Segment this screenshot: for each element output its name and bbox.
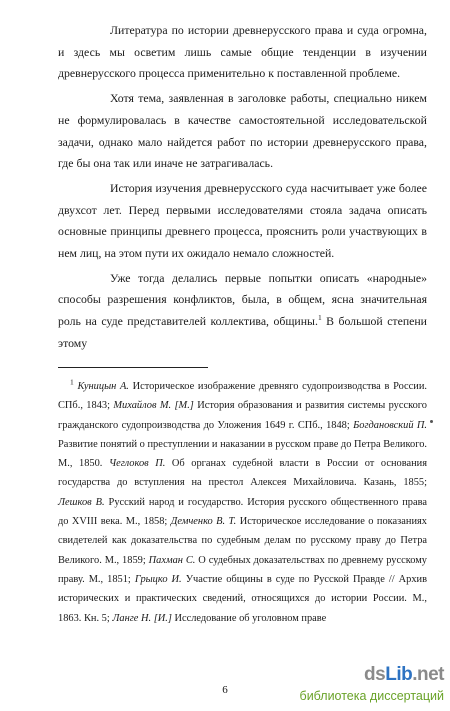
footnote [58, 377, 427, 628]
author-1: Куницын А. [77, 381, 129, 392]
ref-8: Участие общины в суде по Русской Правде // Архив исторических и практических сведений, относящихся до истории России. М., 1863. Кн. 5; [58, 573, 427, 624]
main-text [58, 20, 427, 358]
author-7: Пахман С. [148, 554, 196, 566]
author-2: Михайлов М. [М.] [113, 400, 194, 412]
author-5: Лешков В. [58, 496, 105, 508]
ref-7: О судебных доказательствах по древнему русскому праву. М., 1851; [58, 554, 427, 585]
page-number: 6 [222, 684, 228, 696]
ref-4: Об органах судебной власти в России от основания государства до вступления на престол Алексея Михайловича. Казань, 1855; [58, 458, 427, 489]
dslib-subtitle: библиотека диссертаций [299, 689, 444, 703]
ref-6: Историческое исследование о показаниях свидетелей как доказательства по судебным делам по русскому праву до Петра Великого. М., 1859; [58, 516, 427, 566]
paragraph-3: История изучения древнерусского суда насчитывает уже более двухсот лет. Перед первыми исследователями стояла задача описать основные принципы древнего процесса, прояснить роли участвующих в нем лиц, на этом пути их ожидало немало сложностей. [58, 180, 427, 261]
ref-2: История образования и развития системы русского гражданского судопроизводства до Уложения 1649 г. СПб., 1848; [58, 400, 427, 431]
author-8: Грыцко И. [134, 573, 182, 585]
author-6: Демченко В. Т. [170, 516, 237, 528]
paragraph-4-text: Уже тогда делались первые попытки описать «народные» способы разрешения конфликтов, была, в общем, ясна значительная роль на суде представителей коллектива, общины. [58, 270, 427, 329]
paragraph-2: Хотя тема, заявленная в заголовке работы, специально никем не формулировалась в качестве самостоятельной исследовательской задачи, однако мало найдется работ по истории древнерусского права, где бы она так или иначе не затрагивалась. [58, 91, 427, 171]
ref-3: Развитие понятий о преступлении и наказании в русском праве до Петра Великого. М., 1850. [58, 438, 427, 470]
author-9: Ланге Н. [И.] [112, 612, 172, 624]
author-3: Богдановский П. [353, 419, 427, 431]
dslib-logo: dsLib.net [364, 664, 444, 685]
footnote-text [58, 377, 427, 628]
ref-5: Русский народ и государство. История русского общественного права до XVIII века. М., 1858; [58, 496, 427, 528]
paragraph-1: Литература по истории древнерусского права и суда огромна, и здесь мы осветим лишь самые общие тенденции в изучении древнерусского процесса применительно к поставленной проблеме. [58, 23, 427, 81]
paragraph-4 [58, 268, 427, 355]
footnote-ref[interactable]: 1 [317, 313, 322, 323]
scan-speck [430, 420, 433, 423]
dslib-watermark[interactable] [264, 662, 444, 708]
footnote-separator [58, 367, 208, 368]
ref-1: Историческое изображение древняго судопроизводства в России. СПб., 1843; [58, 381, 427, 412]
footnote-marker: 1 [70, 377, 74, 387]
paragraph-4-tail: В большой степени этому [58, 314, 427, 350]
author-4: Чеглоков П. [108, 458, 166, 470]
ref-9: Исследование об уголовном праве [171, 612, 327, 624]
